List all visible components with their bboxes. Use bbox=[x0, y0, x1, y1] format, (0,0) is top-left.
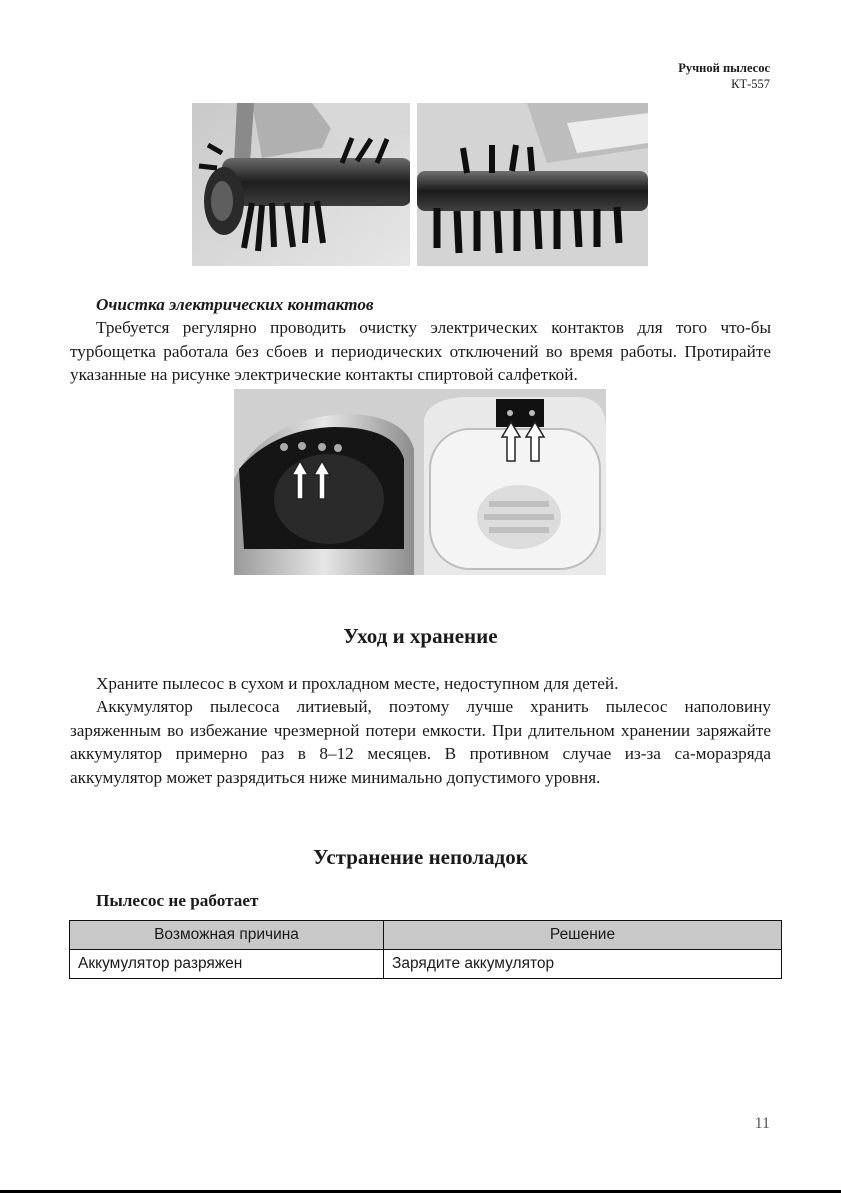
cleaning-paragraph: Требуется регулярно проводить очистку электрических контактов для того что-бы турбощетка работала без сбоев и периодических отключений во время работы. Протирайте указанные на рисунке электрические контакты спиртовой салфеткой. bbox=[70, 318, 771, 385]
troubleshooting-subheading: Пылесос не работает bbox=[96, 891, 259, 910]
storage-paragraph-1: Храните пылесос в сухом и прохладном месте, недоступном для детей. bbox=[96, 674, 619, 693]
product-name: Ручной пылесос bbox=[678, 61, 770, 75]
storage-section bbox=[70, 672, 771, 789]
turbo-brush-roller-photo bbox=[192, 103, 410, 266]
troubleshooting-title: Устранение неполадок bbox=[313, 845, 528, 869]
storage-paragraph-2: Аккумулятор пылесоса литиевый, поэтому лучше хранить пылесос наполовину заряженным во избежание чрезмерной потери емкости. При длительном хранении заряжайте аккумулятор примерно раз в 8–12 месяцев. В противном случае из-за са-моразряда аккумулятор может разрядиться ниже минимально допустимого уровня. bbox=[70, 697, 771, 787]
page-header bbox=[678, 60, 770, 92]
electrical-contacts-photo bbox=[234, 389, 606, 575]
troubleshooting-table bbox=[69, 920, 782, 979]
table-header-row bbox=[70, 921, 782, 950]
cause-cell: Аккумулятор разряжен bbox=[70, 950, 384, 979]
page-number: 11 bbox=[754, 1115, 770, 1132]
cleaning-section bbox=[70, 293, 771, 387]
cleaning-heading: Очистка электрических контактов bbox=[96, 295, 374, 314]
model-number: КТ-557 bbox=[731, 77, 770, 91]
turbo-brush-bristles-photo bbox=[417, 103, 648, 266]
table-row bbox=[70, 950, 782, 979]
column-header-solution: Решение bbox=[384, 921, 782, 950]
column-header-cause: Возможная причина bbox=[70, 921, 384, 950]
solution-cell: Зарядите аккумулятор bbox=[384, 950, 782, 979]
storage-title: Уход и хранение bbox=[343, 624, 498, 648]
